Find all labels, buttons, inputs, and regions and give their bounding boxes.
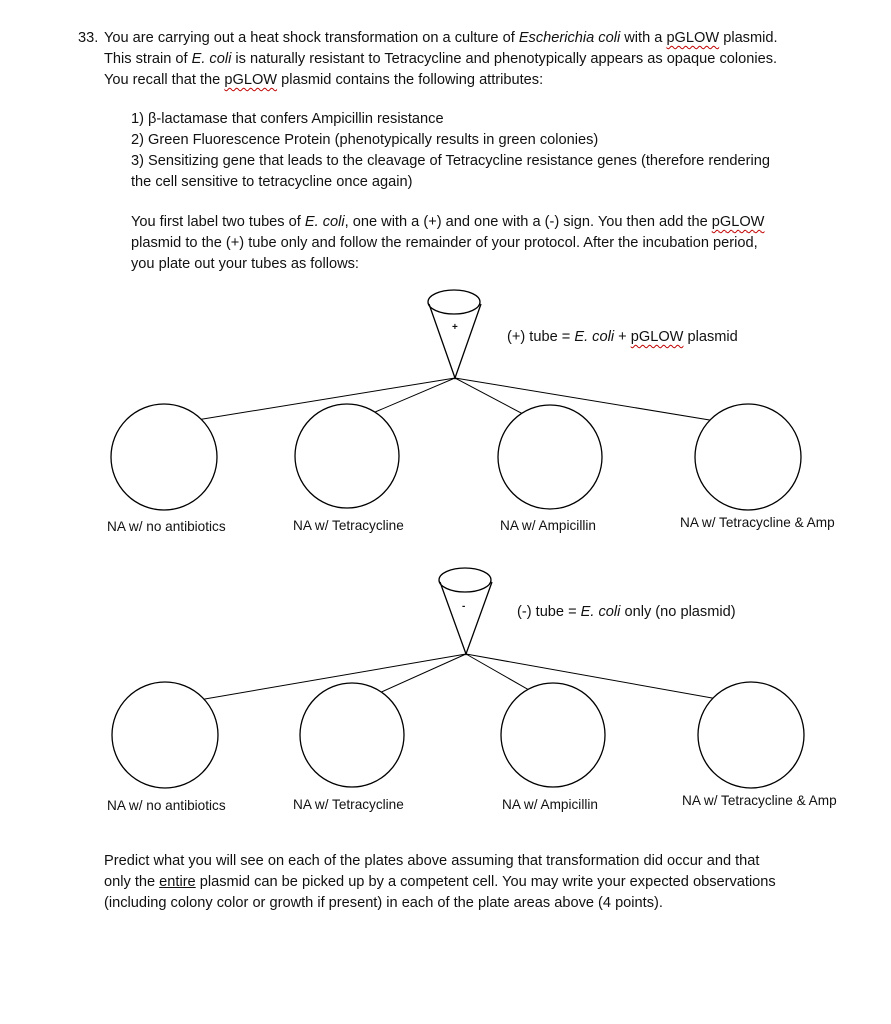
attribute-item-3-continued: the cell sensitive to tetracycline once again) — [131, 174, 413, 190]
question-number: 33. — [78, 30, 99, 46]
procedure-line-3: you plate out your tubes as follows: — [131, 256, 359, 272]
organism-name: E. coli — [580, 604, 621, 620]
plasmid-name: pGLOW — [224, 72, 278, 88]
agar-plate[interactable] — [295, 404, 399, 508]
arrow-to-plate-1 — [160, 378, 455, 426]
minus-sign: - — [462, 601, 466, 612]
plasmid-name: pGLOW — [630, 329, 684, 345]
minus-tube-label: (-) tube = E. coli only (no plasmid) — [517, 604, 736, 620]
tube-body — [440, 582, 492, 654]
question-line-2: This strain of E. coli is naturally resistant to Tetracycline and phenotypically appears as opaque colonies. — [104, 51, 778, 67]
tube-opening — [428, 290, 480, 314]
organism-name: E. coli — [574, 329, 615, 345]
attribute-item-1: 1) β-lactamase that confers Ampicillin resistance — [131, 111, 444, 127]
plate-label-tet-amp: NA w/ Tetracycline & Amp — [680, 515, 835, 530]
plate-label-no-antibiotics: NA w/ no antibiotics — [107, 798, 226, 813]
plate-label-no-antibiotics: NA w/ no antibiotics — [107, 519, 226, 534]
attribute-item-3: 3) Sensitizing gene that leads to the cleavage of Tetracycline resistance genes (therefore rendering — [131, 153, 770, 169]
attribute-item-2: 2) Green Fluorescence Protein (phenotypically results in green colonies) — [131, 132, 599, 148]
plus-sign: + — [452, 322, 458, 333]
agar-plate[interactable] — [111, 404, 217, 510]
procedure-line-2: plasmid to the (+) tube only and follow the remainder of your protocol. After the incubation period, — [131, 235, 758, 251]
plate-label-tetracycline: NA w/ Tetracycline — [293, 797, 404, 812]
question-line-3: You recall that the pGLOW plasmid contains the following attributes: — [104, 72, 544, 88]
agar-plate[interactable] — [300, 683, 404, 787]
plus-tube — [428, 290, 481, 378]
question-line-1: You are carrying out a heat shock transformation on a culture of Escherichia coli with a pGLOW plasmid. — [104, 30, 778, 46]
agar-plate[interactable] — [698, 682, 804, 788]
prediction-line-3: (including colony color or growth if present) in each of the plate areas above (4 points). — [104, 895, 663, 911]
agar-plate[interactable] — [498, 405, 602, 509]
minus-plates — [112, 682, 804, 788]
tube-opening — [439, 568, 491, 592]
plus-tube-label: (+) tube = E. coli + pGLOW plasmid — [507, 329, 738, 345]
minus-tube-arrows — [170, 654, 757, 706]
plate-label-tet-amp: NA w/ Tetracycline & Amp — [682, 793, 837, 808]
plasmid-name: pGLOW — [666, 30, 720, 46]
organism-name: Escherichia coli — [518, 30, 621, 46]
agar-plate[interactable] — [695, 404, 801, 510]
plate-label-tetracycline: NA w/ Tetracycline — [293, 518, 404, 533]
agar-plate[interactable] — [501, 683, 605, 787]
plus-plates — [111, 404, 801, 510]
minus-tube — [439, 568, 492, 654]
emphasized-word: entire — [159, 874, 196, 890]
tube-body — [429, 304, 481, 378]
organism-name: E. coli — [191, 51, 232, 67]
organism-name: E. coli — [304, 214, 345, 230]
agar-plate[interactable] — [112, 682, 218, 788]
plate-label-ampicillin: NA w/ Ampicillin — [502, 797, 598, 812]
procedure-line-1: You first label two tubes of E. coli, one with a (+) and one with a (-) sign. You then add the pGLOW — [131, 214, 765, 230]
prediction-line-1: Predict what you will see on each of the plates above assuming that transformation did occur and that — [104, 853, 760, 869]
plasmid-name: pGLOW — [711, 214, 765, 230]
plus-tube-arrows — [160, 378, 746, 426]
arrow-to-plate-4 — [455, 378, 746, 426]
plate-label-ampicillin: NA w/ Ampicillin — [500, 518, 596, 533]
prediction-line-2: only the entire plasmid can be picked up by a competent cell. You may write your expected observations — [104, 874, 776, 890]
